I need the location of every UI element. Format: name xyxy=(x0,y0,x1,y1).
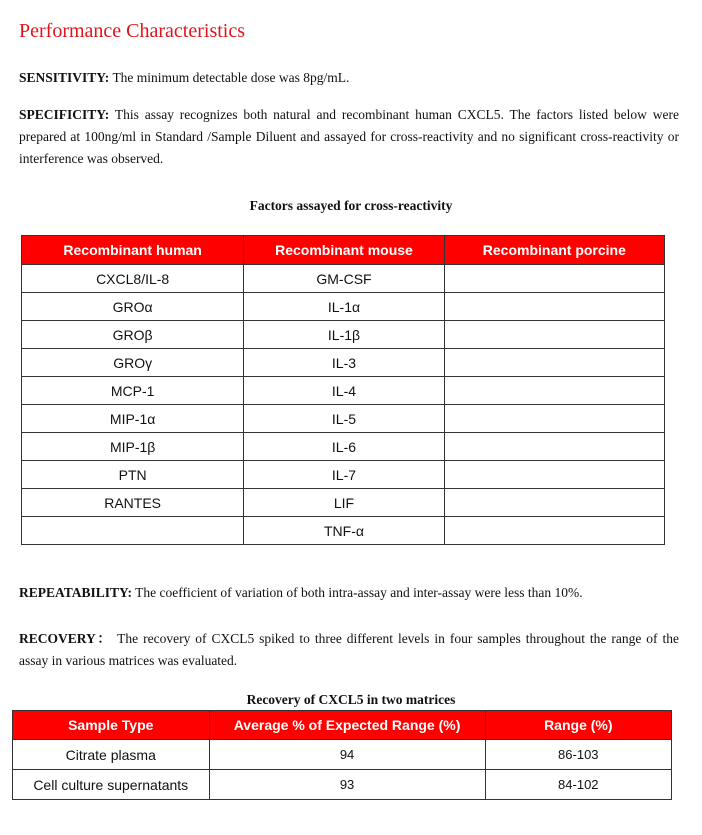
table-cell: IL-4 xyxy=(244,377,444,405)
column-header: Recombinant porcine xyxy=(444,236,664,265)
table-cell xyxy=(444,349,664,377)
specificity-paragraph xyxy=(19,104,679,170)
table-cell: IL-5 xyxy=(244,405,444,433)
table-row xyxy=(22,405,665,433)
table-cell: 86-103 xyxy=(485,740,671,770)
table-cell xyxy=(444,461,664,489)
table-cell: IL-7 xyxy=(244,461,444,489)
recovery-paragraph xyxy=(19,628,679,672)
table-cell: IL-1β xyxy=(244,321,444,349)
table-cell: Cell culture supernatants xyxy=(13,770,210,800)
table-cell: IL-3 xyxy=(244,349,444,377)
table-cell xyxy=(444,265,664,293)
specificity-text: This assay recognizes both natural and recombinant human CXCL5. The factors listed below were prepared at 100ng/ml in Standard /Sample Diluent and assayed for cross-reactivity and no significant cross-reactivity or interference was observed. xyxy=(19,107,679,166)
table-cell: TNF-α xyxy=(244,517,444,545)
table-cell: IL-1α xyxy=(244,293,444,321)
table-cell: LIF xyxy=(244,489,444,517)
repeatability-text: The coefficient of variation of both intra-assay and inter-assay were less than 10%. xyxy=(135,585,583,600)
recovery-table-caption: Recovery of CXCL5 in two matrices xyxy=(246,692,456,707)
table-cell xyxy=(444,405,664,433)
table-cell xyxy=(444,293,664,321)
table-row xyxy=(22,517,665,545)
sensitivity-paragraph xyxy=(19,67,679,89)
table-row xyxy=(13,770,672,800)
table-row xyxy=(22,265,665,293)
table-cell xyxy=(444,321,664,349)
sensitivity-label: SENSITIVITY: xyxy=(19,70,110,85)
recovery-table xyxy=(12,710,672,800)
table-row xyxy=(22,433,665,461)
table-cell: RANTES xyxy=(22,489,244,517)
table-cell: MIP-1β xyxy=(22,433,244,461)
table-cell: MCP-1 xyxy=(22,377,244,405)
table-header-row xyxy=(13,711,672,740)
column-header: Range (%) xyxy=(485,711,671,740)
column-header: Sample Type xyxy=(13,711,210,740)
table-cell: GROβ xyxy=(22,321,244,349)
recovery-table-body xyxy=(13,740,672,800)
table-cell xyxy=(444,517,664,545)
specificity-label: SPECIFICITY: xyxy=(19,107,110,122)
table-cell: IL-6 xyxy=(244,433,444,461)
sensitivity-text: The minimum detectable dose was 8pg/mL. xyxy=(112,70,350,85)
table-cell xyxy=(444,377,664,405)
table-cell: GROα xyxy=(22,293,244,321)
table-cell: 93 xyxy=(209,770,485,800)
table-cell: CXCL8/IL-8 xyxy=(22,265,244,293)
cross-reactivity-table xyxy=(21,235,665,545)
table-header-row xyxy=(22,236,665,265)
table-row xyxy=(13,740,672,770)
table-row xyxy=(22,377,665,405)
table-cell: GM-CSF xyxy=(244,265,444,293)
column-header: Recombinant human xyxy=(22,236,244,265)
column-header: Average % of Expected Range (%) xyxy=(209,711,485,740)
recovery-text: The recovery of CXCL5 spiked to three different levels in four samples throughout the range of the assay in various matrices was evaluated. xyxy=(19,631,679,668)
recovery-label: RECOVERY： xyxy=(19,631,113,646)
table-cell: GROγ xyxy=(22,349,244,377)
table-row xyxy=(22,489,665,517)
table-row xyxy=(22,321,665,349)
repeatability-label: REPEATABILITY: xyxy=(19,585,133,600)
table-cell xyxy=(444,489,664,517)
table-cell: PTN xyxy=(22,461,244,489)
table-cell: 94 xyxy=(209,740,485,770)
table-row xyxy=(22,349,665,377)
table-cell xyxy=(22,517,244,545)
table-row xyxy=(22,293,665,321)
table-cell: Citrate plasma xyxy=(13,740,210,770)
cross-table-body xyxy=(22,265,665,545)
column-header: Recombinant mouse xyxy=(244,236,444,265)
table-cell: MIP-1α xyxy=(22,405,244,433)
table-row xyxy=(22,461,665,489)
page-title: Performance Characteristics xyxy=(19,20,246,42)
cross-table-caption: Factors assayed for cross-reactivity xyxy=(249,198,453,213)
repeatability-paragraph xyxy=(19,582,679,604)
table-cell: 84-102 xyxy=(485,770,671,800)
table-cell xyxy=(444,433,664,461)
